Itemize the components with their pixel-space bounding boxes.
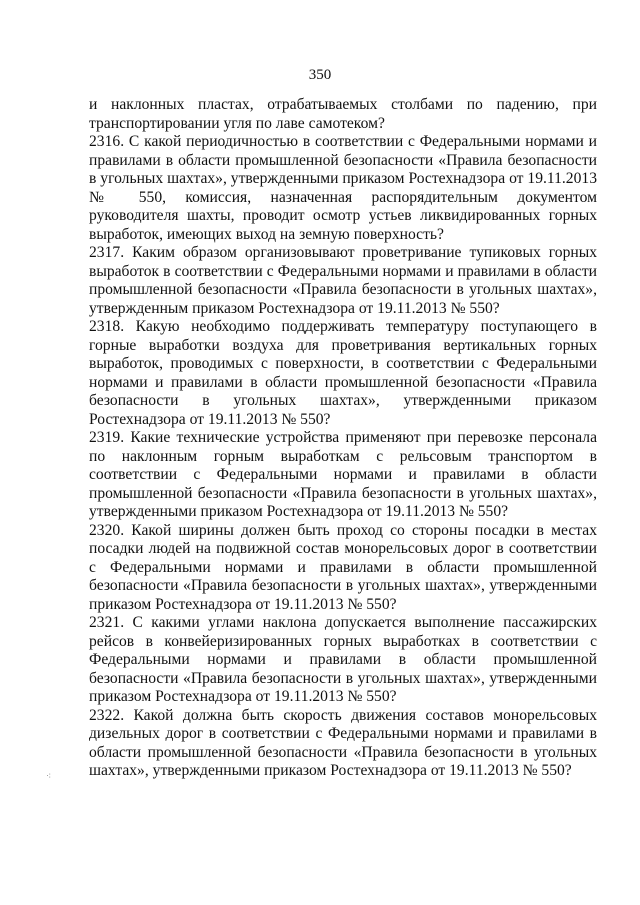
question-2322: 2322. Какой должна быть скорость движения составов монорельсовых дизельных дорог в соответствии с Федеральными нормами и правилами в области промышленной безопасности «Правила безопасности в угольных шахтах», утвержденными приказом Ростехнадзора от 19.11.2013 № 550?	[89, 706, 597, 779]
paragraph-continuation: и наклонных пластах, отрабатываемых столбами по падению, при транспортировании угля по лаве самотеком?	[89, 96, 597, 132]
question-2316: 2316. С какой периодичностью в соответствии с Федеральными нормами и правилами в области промышленной безопасности «Правила безопасности в угольных шахтах», утвержденными приказом Ростехнадзора от 19.11.2013 № 550, комиссия, назначенная распорядительным документом руководителя шахты, проводит осмотр устьев ликвидированных горных выработок, имеющих выход на земную поверхность?	[89, 133, 597, 243]
question-2320: 2320. Какой ширины должен быть проход со стороны посадки в местах посадки людей на подвижной состав монорельсовых дорог в соответствии с Федеральными нормами и правилами в области промышленной безопасности «Правила безопасности в угольных шахтах», утвержденными приказом Ростехнадзора от 19.11.2013 № 550?	[89, 521, 597, 613]
question-list	[89, 96, 597, 781]
scan-speck-mark: ⁖	[46, 772, 52, 782]
question-2321: 2321. С какими углами наклона допускается выполнение пассажирских рейсов в конвейеризированных горных выработках в соответствии с Федеральными нормами и правилами в области промышленной безопасности «Правила безопасности в угольных шахтах», утвержденными приказом Ростехнадзора от 19.11.2013 № 550?	[89, 614, 597, 705]
page-number: 350	[308, 67, 332, 83]
question-2319: 2319. Какие технические устройства применяют при перевозке персонала по наклонным горным выработкам с рельсовым транспортом в соответствии с Федеральными нормами и правилами в области промышленной безопасности «Правила безопасности в угольных шахтах», утвержденными приказом Ростехнадзора от 19.11.2013 № 550?	[89, 429, 597, 520]
question-2317: 2317. Каким образом организовывают проветривание тупиковых горных выработок в соответствии с Федеральными нормами и правилами в области промышленной безопасности «Правила безопасности в угольных шахтах», утвержденным приказом Ростехнадзора от 19.11.2013 № 550?	[89, 244, 597, 317]
question-2318: 2318. Какую необходимо поддерживать температуру поступающего в горные выработки воздуха для проветривания вертикальных горных выработок, проводимых с поверхности, в соответствии с Федеральными нормами и правилами в области промышленной безопасности «Правила безопасности в угольных шахтах», утвержденными приказом Ростехнадзора от 19.11.2013 № 550?	[89, 318, 597, 428]
